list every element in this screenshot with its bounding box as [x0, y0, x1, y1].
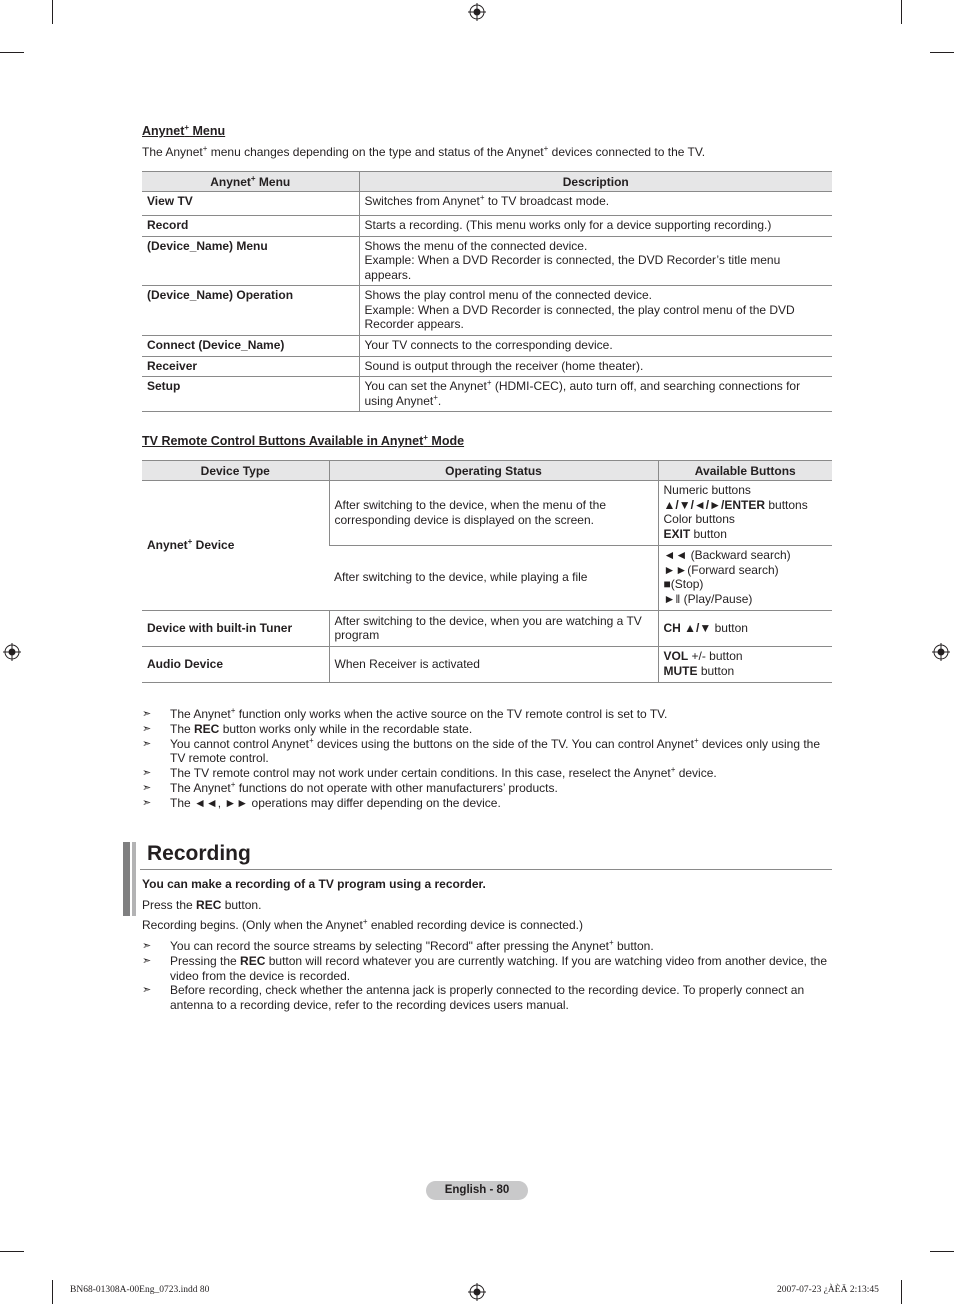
note-item: ➣ The ◄◄, ►► operations may differ depending on the device. [142, 796, 832, 811]
table-row [142, 481, 832, 546]
registration-mark-icon [3, 643, 21, 661]
menu-item-desc: Sound is output through the receiver (home theater). [359, 356, 832, 377]
registration-mark-icon [468, 3, 486, 21]
crop-mark [52, 1280, 53, 1304]
crop-mark [930, 1251, 954, 1252]
note-item: ➣ You cannot control Anynet+ devices using the buttons on the side of the TV. You can control Anynet+ devices only using the TV remote control. [142, 737, 832, 767]
device-type-tuner: Device with built-in Tuner [142, 611, 329, 647]
file-name: BN68-01308A-00Eng_0723.indd 80 [70, 1285, 210, 1295]
column-header-device-type: Device Type [142, 461, 329, 481]
section-bar [123, 842, 130, 916]
table-row [142, 611, 832, 647]
crop-mark [901, 0, 902, 24]
menu-item-name: (Device_Name) Menu [142, 236, 359, 286]
operating-status: After switching to the device, while playing a file [329, 546, 658, 611]
table-row [142, 377, 832, 412]
anynet-menu-heading: Anynet+ Menu [142, 122, 226, 138]
column-header-description: Description [359, 172, 832, 192]
crop-mark [0, 1251, 24, 1252]
device-type-audio: Audio Device [142, 647, 329, 683]
note-item: ➣ Pressing the REC button will record whatever you are currently watching. If you are watching video from another device, the video from the device is recorded. [142, 954, 832, 984]
section-divider [140, 869, 832, 870]
menu-item-name: Receiver [142, 356, 359, 377]
available-buttons: VOL +/- button MUTE button [658, 647, 832, 683]
table-row [142, 192, 832, 216]
note-item: ➣ The TV remote control may not work under certain conditions. In this case, reselect the Anynet+ device. [142, 766, 832, 781]
note-item: ➣ Before recording, check whether the antenna jack is properly connected to the recording device. To properly connect an antenna to a recording device, refer to the recording devices users manual. [142, 983, 832, 1013]
table-header-row [142, 172, 832, 192]
crop-mark [52, 0, 53, 24]
note-item: ➣ The REC button works only while in the recordable state. [142, 722, 832, 737]
column-header-available-buttons: Available Buttons [658, 461, 832, 481]
table-row [142, 336, 832, 357]
operating-status: When Receiver is activated [329, 647, 658, 683]
anynet-menu-table [142, 171, 832, 412]
operating-status: After switching to the device, when you are watching a TV program [329, 611, 658, 647]
menu-item-desc: Switches from Anynet+ to TV broadcast mode. [359, 192, 832, 216]
available-buttons: ◄◄ (Backward search) ►►(Forward search) ■(Stop) ►‖ (Play/Pause) [658, 546, 832, 611]
crop-mark [0, 52, 24, 53]
menu-item-name: (Device_Name) Operation [142, 286, 359, 336]
menu-item-name: Record [142, 216, 359, 237]
remote-buttons-table [142, 460, 832, 683]
registration-mark-icon [932, 643, 950, 661]
menu-item-desc: Starts a recording. (This menu works only for a device supporting recording.) [359, 216, 832, 237]
recording-subtitle: You can make a recording of a TV program using a recorder. [142, 877, 486, 891]
menu-item-desc: Shows the play control menu of the connected device. Example: When a DVD Recorder is connected, the play control menu of the DVD Recorder appears. [359, 286, 832, 336]
table-row [142, 356, 832, 377]
crop-mark [901, 1280, 902, 1304]
menu-item-desc: Your TV connects to the corresponding device. [359, 336, 832, 357]
column-header-operating-status: Operating Status [329, 461, 658, 481]
table-row [142, 216, 832, 237]
table-row [142, 286, 832, 336]
menu-item-name: Setup [142, 377, 359, 412]
section-bar [132, 842, 136, 916]
available-buttons: Numeric buttons ▲/▼/◄/►/ENTER buttons Color buttons EXIT button [658, 481, 832, 546]
table-header-row [142, 461, 832, 481]
note-item: ➣ The Anynet+ function only works when the active source on the TV remote control is set to TV. [142, 707, 832, 722]
column-header-menu: Anynet+ Menu [142, 172, 359, 192]
anynet-menu-intro: The Anynet+ menu changes depending on the type and status of the Anynet+ devices connected to the TV. [142, 144, 706, 159]
menu-item-desc: You can set the Anynet+ (HDMI-CEC), auto turn off, and searching connections for using Anynet+. [359, 377, 832, 412]
page-number-badge: English - 80 [426, 1181, 528, 1200]
anynet-notes-list [142, 707, 832, 811]
menu-item-name: Connect (Device_Name) [142, 336, 359, 357]
recording-notes-list [142, 939, 832, 1013]
device-type-anynet: Anynet+ Device [142, 481, 329, 611]
note-item: ➣ You can record the source streams by selecting "Record" after pressing the Anynet+ button. [142, 939, 832, 954]
recording-step: Press the REC button. [142, 898, 262, 912]
recording-title: Recording [147, 842, 251, 865]
menu-item-name: View TV [142, 192, 359, 216]
note-item: ➣ The Anynet+ functions do not operate with other manufacturers’ products. [142, 781, 832, 796]
menu-item-desc: Shows the menu of the connected device. Example: When a DVD Recorder is connected, the DVD Recorder’s title menu appears. [359, 236, 832, 286]
crop-mark [930, 52, 954, 53]
remote-buttons-heading: TV Remote Control Buttons Available in Anynet+ Mode [142, 432, 465, 448]
print-timestamp: 2007-07-23 ¿ÀÈÄ 2:13:45 [777, 1285, 879, 1295]
registration-mark-icon [468, 1283, 486, 1301]
table-row [142, 236, 832, 286]
available-buttons: CH ▲/▼ button [658, 611, 832, 647]
recording-step: Recording begins. (Only when the Anynet+ enabled recording device is connected.) [142, 917, 583, 932]
operating-status: After switching to the device, when the menu of the corresponding device is displayed on the screen. [329, 481, 658, 546]
table-row [142, 647, 832, 683]
